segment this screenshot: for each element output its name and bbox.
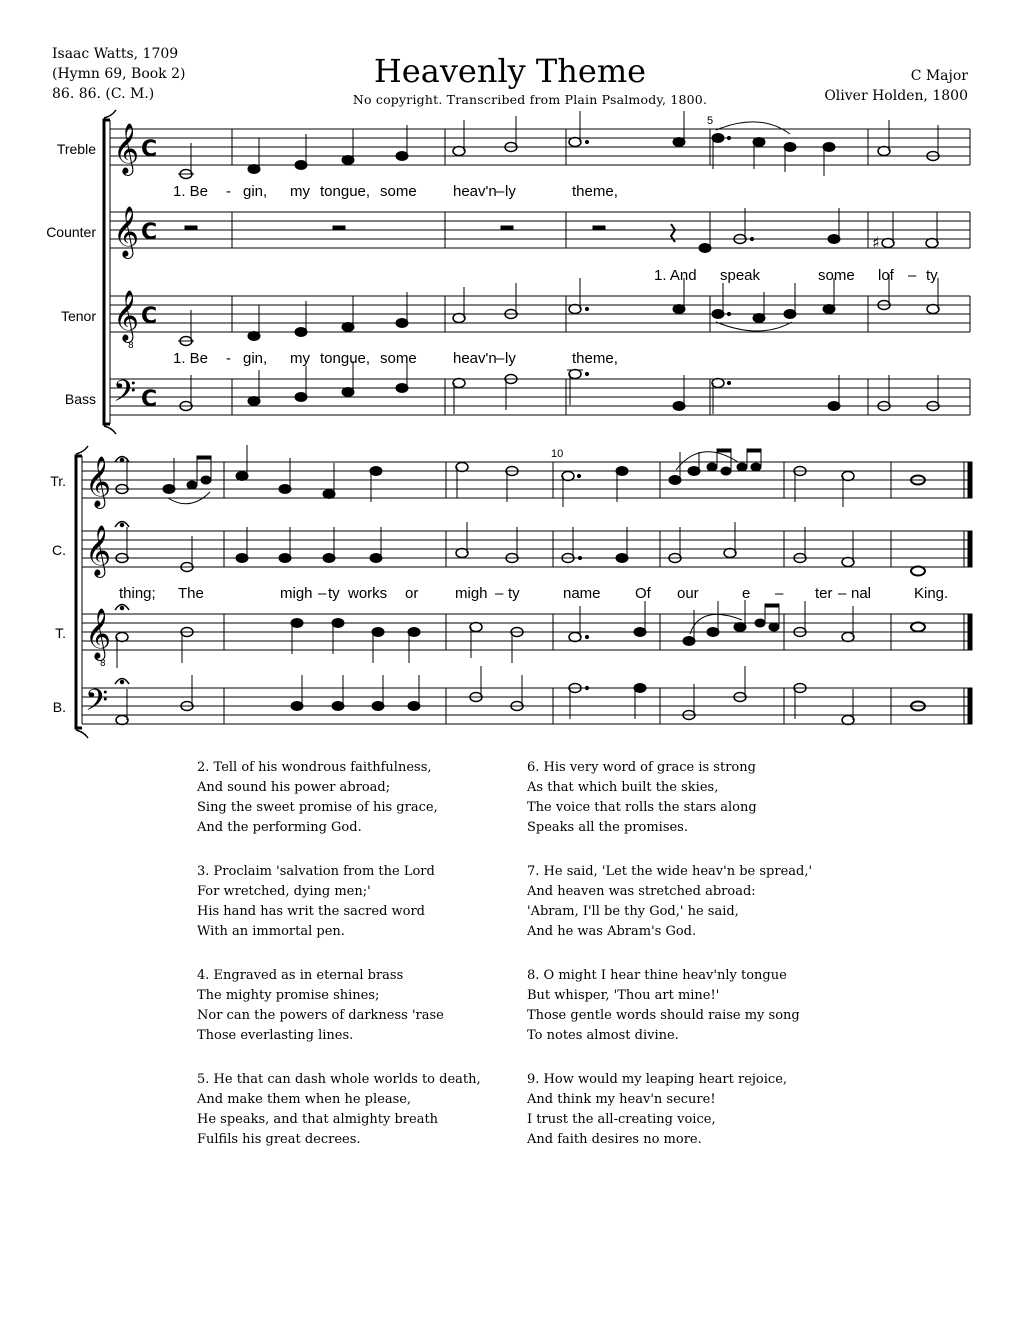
treble-clef-icon: 𝄞 [113, 123, 140, 174]
svg-text:ly: ly [505, 350, 516, 367]
svg-text:some: some [380, 350, 417, 367]
part-name-bass: Bass [64, 391, 96, 407]
system-1 [46, 110, 970, 434]
part-abbr-tenor: T. [55, 625, 66, 641]
verse-4: 4. Engraved as in eternal brass The mighty promise shines; Nor can the powers of darkness 'rase Those everlasting lines. [197, 968, 444, 1043]
svg-text:-: - [226, 183, 231, 200]
svg-text:tongue,: tongue, [320, 183, 371, 200]
svg-text:lof: lof [878, 267, 894, 284]
treble-clef-icon: 𝄞 [85, 608, 112, 659]
svg-text:The: The [178, 585, 204, 602]
svg-text:♯: ♯ [872, 233, 880, 252]
svg-text:thing;: thing; [119, 585, 156, 602]
part-abbr-counter: C. [52, 542, 66, 558]
svg-text:–: – [495, 585, 504, 602]
svg-text:ty: ty [508, 585, 520, 602]
verse-column-right [527, 758, 827, 1174]
time-signature: C [141, 137, 158, 162]
svg-text:our: our [677, 585, 699, 602]
svg-text:Of: Of [635, 585, 651, 602]
part-name-tenor: Tenor [60, 308, 96, 324]
svg-text:nal: nal [851, 585, 872, 602]
svg-text:–: – [318, 585, 327, 602]
svg-text:heav'n: heav'n [453, 350, 497, 367]
svg-text:migh: migh [280, 585, 313, 602]
svg-text:C: C [141, 387, 158, 412]
verse-column-left [197, 758, 497, 1174]
svg-text:–: – [496, 350, 505, 367]
composer-line: Oliver Holden, 1800 [824, 88, 968, 104]
svg-text:theme,: theme, [572, 350, 618, 367]
treble-clef-icon: 𝄞 [113, 206, 140, 257]
svg-text:–: – [838, 585, 847, 602]
svg-text:C: C [141, 220, 158, 245]
verse-6: 6. His very word of grace is strong As that which built the skies, The voice that rolls the stars along Speaks all the promises. [527, 760, 757, 835]
verse-5: 5. He that can dash whole worlds to death, And make them when he please, He speaks, and that almighty breath Fulfils his great decrees. [197, 1072, 481, 1147]
tenor-notes-system-2 [116, 600, 925, 668]
key-signature-label: C Major [910, 68, 968, 84]
svg-text:works: works [348, 585, 388, 602]
svg-text:or: or [405, 585, 419, 602]
meter-line: 86. 86. (C. M.) [52, 86, 155, 102]
svg-text:my: my [290, 183, 310, 200]
svg-text:speak: speak [720, 267, 761, 284]
treble-notes-system-1 [178, 111, 939, 179]
svg-text:some: some [818, 267, 855, 284]
svg-text:gin,: gin, [243, 350, 268, 367]
svg-text:8: 8 [128, 341, 134, 351]
lyrics-counter-1 [654, 267, 938, 284]
svg-text:heav'n: heav'n [453, 183, 497, 200]
copyright-note: No copyright. Transcribed from Plain Psalmody, 1800. [352, 92, 708, 107]
svg-text:my: my [290, 350, 310, 367]
system-2 [50, 445, 972, 738]
measure-number: 5 [707, 115, 714, 127]
svg-text:tongue,: tongue, [320, 350, 371, 367]
treble-clef-icon: 𝄞 [113, 290, 140, 341]
verse-3: 3. Proclaim 'salvation from the Lord For wretched, dying men;' His hand has writ the sacred word With an immortal pen. [197, 864, 435, 939]
part-name-counter: Counter [46, 224, 96, 240]
svg-text:C: C [141, 304, 158, 329]
verse-2: 2. Tell of his wondrous faithfulness, And sound his power abroad; Sing the sweet promise of his grace, And the performing God. [197, 760, 438, 835]
lyrics-tenor-1 [173, 350, 618, 367]
svg-text:–: – [908, 267, 917, 284]
svg-text:ty: ty [926, 267, 938, 284]
verse-9: 9. How would my leaping heart rejoice, And think my heav'n secure! I trust the all-creating voice, And faith desires no more. [527, 1072, 788, 1147]
svg-text:ty: ty [328, 585, 340, 602]
verse-7: 7. He said, 'Let the wide heav'n be spread,' And heaven was stretched abroad: 'Abram, I'll be thy God,' he said, And he was Abram's God. [527, 864, 813, 939]
page-title: Heavenly Theme [373, 52, 647, 90]
lyrics-treble-1 [173, 183, 618, 200]
svg-text:some: some [380, 183, 417, 200]
svg-text:–: – [775, 585, 784, 602]
svg-text:1. Be: 1. Be [173, 350, 209, 367]
svg-text:gin,: gin, [243, 183, 268, 200]
svg-text:King.: King. [914, 585, 949, 602]
verse-8: 8. O might I hear thine heav'nly tongue But whisper, 'Thou art mine!' Those gentle words should raise my song To notes almost divine. [527, 968, 800, 1043]
svg-text:migh: migh [455, 585, 488, 602]
author-line: Isaac Watts, 1709 [52, 46, 179, 62]
part-name-treble: Treble [56, 141, 96, 157]
svg-text:e: e [742, 585, 751, 602]
part-abbr-treble: Tr. [50, 473, 66, 489]
bass-notes-system-2 [116, 666, 925, 725]
bass-clef-icon: 𝄢 [113, 375, 137, 416]
part-abbr-bass: B. [52, 699, 66, 715]
svg-text:theme,: theme, [572, 183, 618, 200]
lyrics-counter-2 [119, 585, 948, 602]
svg-text:-: - [226, 350, 231, 367]
svg-text:ter: ter [815, 585, 833, 602]
svg-text:–: – [496, 183, 505, 200]
tenor-notes-system-1 [178, 274, 939, 346]
source-line: (Hymn 69, Book 2) [52, 66, 186, 82]
svg-text:name: name [563, 585, 601, 602]
svg-text:8: 8 [100, 659, 106, 669]
svg-text:1. And: 1. And [654, 267, 697, 284]
treble-clef-icon: 𝄞 [85, 525, 112, 576]
svg-text:1. Be: 1. Be [173, 183, 209, 200]
bass-clef-icon: 𝄢 [85, 684, 109, 725]
svg-text:ly: ly [505, 183, 516, 200]
treble-clef-icon: 𝄞 [85, 456, 112, 507]
measure-number: 10 [551, 448, 564, 460]
